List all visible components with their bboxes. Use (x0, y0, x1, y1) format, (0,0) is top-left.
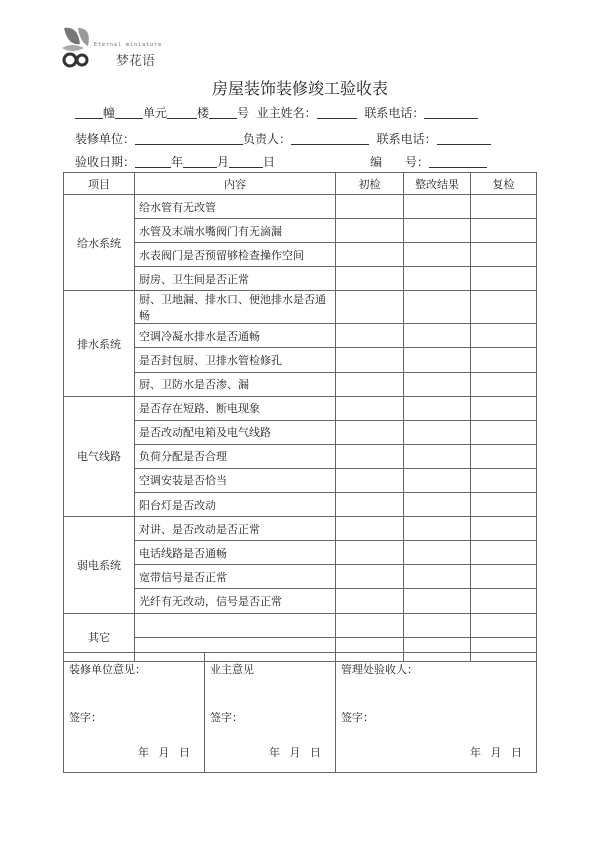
column-header: 复检 (471, 173, 537, 195)
rectification-cell[interactable] (404, 324, 471, 348)
table-row (64, 468, 537, 492)
item-cell: 宽带信号是否正常 (135, 565, 336, 589)
category-cell: 电气线路 (64, 396, 135, 516)
recheck-cell[interactable] (471, 396, 537, 420)
table-row (64, 219, 537, 243)
table-row (64, 396, 537, 420)
table-row (64, 267, 537, 291)
item-cell: 给水管有无改管 (135, 195, 336, 219)
signature-label: 签字： (341, 711, 374, 724)
table-row (64, 420, 537, 444)
rectification-cell[interactable] (404, 219, 471, 243)
signature-cell[interactable] (64, 653, 205, 773)
recheck-cell[interactable] (471, 291, 537, 324)
logo-tagline: Eternal miniature (94, 42, 163, 48)
recheck-cell[interactable] (471, 324, 537, 348)
table-row (64, 517, 537, 541)
initial-check-cell[interactable] (336, 541, 404, 565)
opinion-label: 装修单位意见： (69, 663, 146, 676)
rectification-cell[interactable] (404, 517, 471, 541)
initial-check-cell[interactable] (336, 324, 404, 348)
rectification-cell[interactable] (404, 396, 471, 420)
table-row (64, 195, 537, 219)
date-label: 年 月 日 (138, 746, 190, 759)
recheck-cell[interactable] (471, 219, 537, 243)
item-cell (135, 613, 336, 637)
item-cell: 厨、卫地漏、排水口、便池排水是否通畅 (135, 291, 336, 324)
recheck-cell[interactable] (471, 372, 537, 396)
recheck-cell[interactable] (471, 565, 537, 589)
table-row (64, 348, 537, 372)
recheck-cell[interactable] (471, 468, 537, 492)
table-row (64, 324, 537, 348)
rectification-cell[interactable] (404, 493, 471, 517)
recheck-cell[interactable] (471, 589, 537, 613)
recheck-cell[interactable] (471, 541, 537, 565)
item-cell: 水管及末端水嘴阀门有无滴漏 (135, 219, 336, 243)
logo-brand: 梦花语 (116, 54, 156, 69)
category-cell: 弱电系统 (64, 517, 135, 613)
initial-check-cell[interactable] (336, 195, 404, 219)
header-line-2: 装修单位： 负责人： 联系电话： (75, 130, 491, 147)
item-cell: 电话线路是否通畅 (135, 541, 336, 565)
recheck-cell[interactable] (471, 613, 537, 637)
table-row (64, 372, 537, 396)
opinion-label: 业主意见 (210, 663, 254, 676)
date-label: 年 月 日 (269, 746, 321, 759)
page-title: 房屋装饰装修竣工验收表 (211, 79, 388, 98)
signature-table (63, 652, 537, 773)
item-cell: 厨房、卫生间是否正常 (135, 267, 336, 291)
category-cell: 其它 (64, 613, 135, 661)
rectification-cell[interactable] (404, 565, 471, 589)
initial-check-cell[interactable] (336, 420, 404, 444)
signature-cell[interactable] (336, 653, 537, 773)
table-row (64, 444, 537, 468)
rectification-cell[interactable] (404, 541, 471, 565)
signature-label: 签字： (210, 711, 243, 724)
column-header: 初检 (336, 173, 404, 195)
rectification-cell[interactable] (404, 468, 471, 492)
initial-check-cell[interactable] (336, 517, 404, 541)
column-header: 项目 (64, 173, 135, 195)
item-cell: 光纤有无改动，信号是否正常 (135, 589, 336, 613)
table-row (64, 291, 537, 324)
column-header: 内容 (135, 173, 336, 195)
rectification-cell[interactable] (404, 291, 471, 324)
recheck-cell[interactable] (471, 444, 537, 468)
rectification-cell[interactable] (404, 267, 471, 291)
initial-check-cell[interactable] (336, 219, 404, 243)
initial-check-cell[interactable] (336, 243, 404, 267)
item-cell: 负荷分配是否合理 (135, 444, 336, 468)
rectification-cell[interactable] (404, 589, 471, 613)
recheck-cell[interactable] (471, 493, 537, 517)
signature-label: 签字： (69, 711, 102, 724)
table-row (64, 493, 537, 517)
category-cell: 排水系统 (64, 291, 135, 396)
recheck-cell[interactable] (471, 348, 537, 372)
rectification-cell[interactable] (404, 195, 471, 219)
recheck-cell[interactable] (471, 195, 537, 219)
item-cell: 是否封包厨、卫排水管检修孔 (135, 348, 336, 372)
rectification-cell[interactable] (404, 420, 471, 444)
table-row (64, 541, 537, 565)
initial-check-cell[interactable] (336, 396, 404, 420)
opinion-label: 管理处验收人： (341, 663, 418, 676)
flower-logo-icon (58, 24, 98, 68)
item-cell: 厨、卫防水是否渗、漏 (135, 372, 336, 396)
logo (58, 24, 178, 68)
initial-check-cell[interactable] (336, 267, 404, 291)
initial-check-cell[interactable] (336, 613, 404, 637)
initial-check-cell[interactable] (336, 565, 404, 589)
initial-check-cell[interactable] (336, 372, 404, 396)
table-row (64, 565, 537, 589)
recheck-cell[interactable] (471, 243, 537, 267)
rectification-cell[interactable] (404, 613, 471, 637)
table-row (64, 243, 537, 267)
initial-check-cell[interactable] (336, 348, 404, 372)
recheck-cell[interactable] (471, 517, 537, 541)
rectification-cell[interactable] (404, 444, 471, 468)
rectification-cell[interactable] (404, 348, 471, 372)
initial-check-cell[interactable] (336, 444, 404, 468)
rectification-cell[interactable] (404, 372, 471, 396)
column-header: 整改结果 (404, 173, 471, 195)
table-header (64, 173, 537, 195)
item-cell: 阳台灯是否改动 (135, 493, 336, 517)
category-cell: 给水系统 (64, 195, 135, 291)
initial-check-cell[interactable] (336, 589, 404, 613)
item-cell: 是否存在短路、断电现象 (135, 396, 336, 420)
recheck-cell[interactable] (471, 420, 537, 444)
item-cell: 是否改动配电箱及电气线路 (135, 420, 336, 444)
item-cell: 空调安装是否恰当 (135, 468, 336, 492)
item-cell: 空调冷凝水排水是否通畅 (135, 324, 336, 348)
initial-check-cell[interactable] (336, 468, 404, 492)
rectification-cell[interactable] (404, 243, 471, 267)
initial-check-cell[interactable] (336, 493, 404, 517)
table-row (64, 613, 537, 637)
date-label: 年 月 日 (470, 746, 522, 759)
recheck-cell[interactable] (471, 267, 537, 291)
header-line-3: 验收日期： 年 月 日 编 号： (75, 153, 487, 170)
inspection-table (63, 172, 537, 662)
initial-check-cell[interactable] (336, 291, 404, 324)
header-line-1: 幢 单元 楼 号 业主姓名： 联系电话： (75, 104, 478, 121)
table-row (64, 589, 537, 613)
item-cell: 对讲、是否改动是否正常 (135, 517, 336, 541)
signature-cell[interactable] (205, 653, 336, 773)
item-cell: 水表阀门是否预留够检查操作空间 (135, 243, 336, 267)
